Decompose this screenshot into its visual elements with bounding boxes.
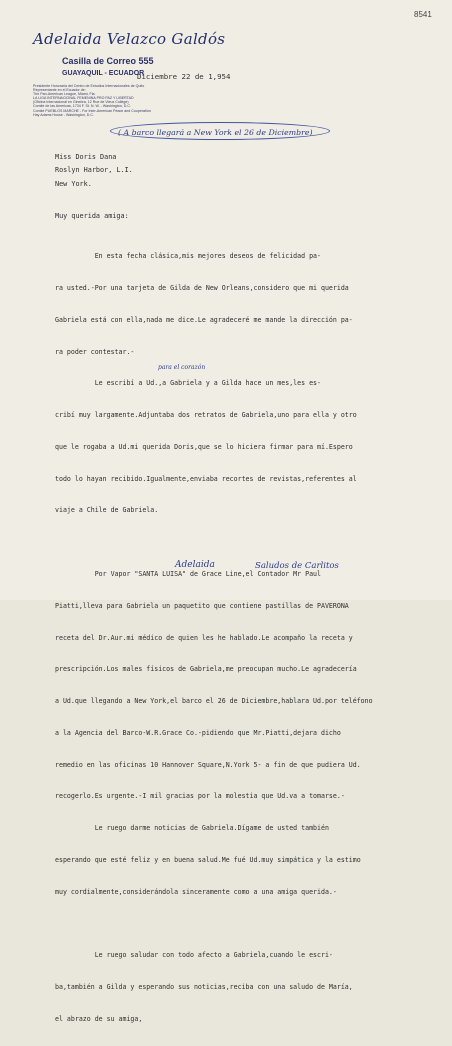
letter-body (55, 230, 445, 1046)
letterhead-note-line: Comité de las Americas, 1734 F. St. N. W. - Washington, D.C. (33, 104, 131, 109)
recipient-name: Miss Doris Dana (55, 153, 117, 161)
body-line: recogerlo.Es urgente.-I mil gracias por la molestia que Ud.va a tomarse.- (55, 792, 345, 801)
body-line (55, 919, 445, 930)
body-line: viaje a Chile de Gabriela. (55, 506, 159, 515)
body-line: que le rogaba a Ud.mi querida Doris,que se lo hiciera firmar para mí.Espero (55, 442, 353, 451)
letterhead-note-line: LA LIGA INTERNACIONAL FEMENINA PRO PAZ Y LIBERTAD (33, 96, 134, 101)
body-line: Le escribí a Ud.,a Gabriela y a Gilda hace un mes,les es- (55, 379, 321, 388)
letterhead-note-line: Comité PUEBLOS MARCHE - For Inter-American Peace and Cooperation (33, 108, 151, 113)
body-line: remedio en las oficinas 10 Hannover Square,N.York 5- a fin de que pudiera Ud. (55, 760, 361, 769)
salutation: Muy querida amiga: (55, 212, 129, 220)
archive-number: 8541 (414, 10, 432, 19)
body-line: Le ruego saludar con todo afecto a Gabriela,cuando le escri- (55, 951, 333, 960)
body-line: esperando que esté feliz y en buena salud.Me fué Ud.muy simpática y la estimo (55, 856, 361, 865)
letterhead-note-line: Hay Adams House - Washington, D.C. (33, 112, 94, 117)
body-line: Le ruego darme noticias de Gabriela.Dígame de usted también (55, 824, 329, 833)
letter-date: Diciembre 22 de 1,954 (137, 72, 231, 81)
body-line: ra usted.-Por una tarjeta de Gilda de New Orleans,considero que mi querida (55, 283, 349, 292)
letterhead-note-line: Representante en el Ecuador de: (33, 88, 86, 93)
handwritten-note: ( A barco llegará a New York el 26 de Diciembre) (118, 128, 313, 137)
recipient-line3: New York. (55, 180, 92, 188)
body-line: muy cordialmente,considerándola sinceramente como a una amiga querida.- (55, 887, 337, 896)
closing-note: Saludos de Carlitos (255, 561, 339, 571)
body-line: ba,también a Gilda y esperando sus noticias,reciba con una saludo de María, (55, 983, 353, 992)
handwritten-insert: para el corazón (158, 364, 206, 371)
body-line: Gabriela está con ella,nada me dice.Le agradeceré me mande la dirección pa- (55, 315, 353, 324)
letterhead-casilla: Casilla de Correo 555 (62, 56, 154, 66)
body-line: En esta fecha clásica,mis mejores deseos de felicidad pa- (55, 252, 321, 261)
body-line: Por Vapor "SANTA LUISA" de Grace Line,el Contador Mr Paul (55, 570, 321, 578)
letterhead-note-line: The Pan-American League, Miami, Fla. (33, 92, 96, 97)
body-line: ra poder contestar.- (55, 347, 135, 356)
letterhead-notes (33, 84, 208, 117)
body-line: a la Agencia del Barco-W.R.Grace Co.-pidiendo que Mr.Piatti,dejara dicho (55, 728, 341, 737)
letterhead-note-line: (Oficina Internacional en Ginebra, 12 Rue de Vieux Collège) (33, 100, 129, 105)
letterhead-name: Adelaida Velazco Galdós (33, 30, 226, 48)
letterhead-city: GUAYAQUIL - ECUADOR (62, 70, 145, 77)
recipient-line2: Roslyn Harbor, L.I. (55, 166, 133, 174)
body-line: el abrazo de su amiga, (55, 1014, 143, 1023)
body-line: Piatti,lleva para Gabriela un paquetito que contiene pastillas de PAVERONA (55, 601, 349, 610)
body-line: cribí muy largamente.Adjuntaba dos retratos de Gabriela,uno para ella y otro (55, 411, 357, 420)
body-line: receta del Dr.Aur.mi médico de quien les he hablado.Le acompaño la receta y (55, 633, 353, 642)
letterhead-note-line: Presidente Honoraria del Centro de Estudios Internacionales de Quito (33, 84, 145, 88)
body-line: todo lo hayan recibido.Igualmente,enviaba recortes de revistas,referentes al (55, 474, 357, 483)
body-line: prescripción.Los males físicos de Gabriela,me preocupan mucho.Le agradecería (55, 665, 357, 674)
body-line: a Ud.que llegando a New York,el barco el 26 de Diciembre,hablara Ud.por teléfono (55, 697, 373, 706)
signature: Adelaida (175, 560, 215, 570)
body-line (55, 537, 445, 548)
